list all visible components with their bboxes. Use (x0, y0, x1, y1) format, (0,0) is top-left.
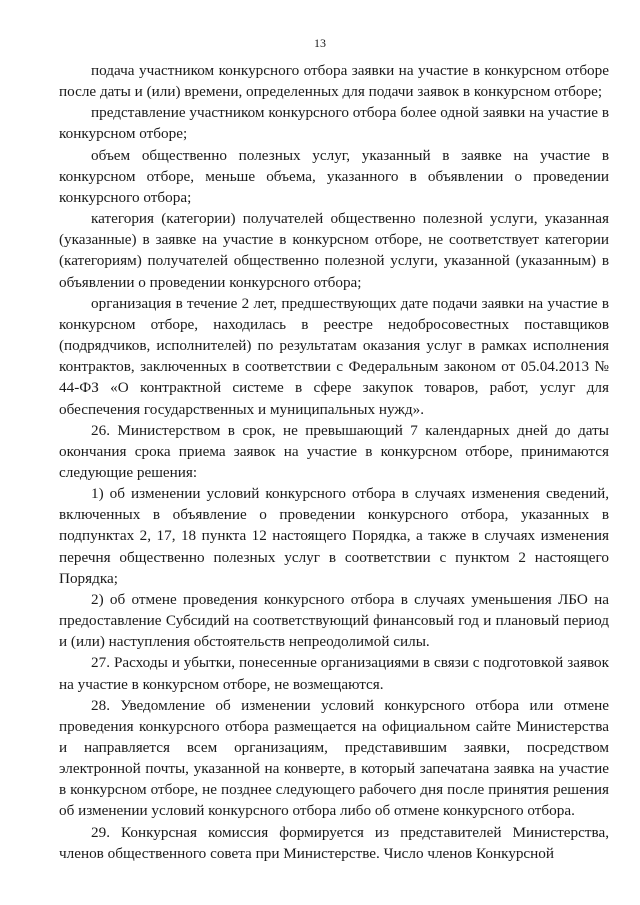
paragraph-multiple-applications: представление участником конкурсного отбора более одной заявки на участие в конкурсном отборе; (59, 104, 609, 143)
paragraph-26-item-2: 2) об отмене проведения конкурсного отбора в случаях уменьшения ЛБО на предоставление Субсидий на соответствующий финансовый год и плановый период и (или) наступления обстоятельств непреодолимой силы. (59, 590, 609, 651)
paragraph-section-29: 29. Конкурсная комиссия формируется из представителей Министерства, членов общественного совета при Министерстве. Число членов Конкурсной (59, 823, 609, 862)
page-number: 13 (314, 36, 326, 50)
paragraph-service-volume: объем общественно полезных услуг, указанный в заявке на участие в конкурсном отборе, меньше объема, указанного в объявлении о проведении конкурсного отбора; (59, 146, 609, 206)
document-body (59, 60, 609, 864)
paragraph-26-item-1: 1) об изменении условий конкурсного отбора в случаях изменения сведений, включенных в объявление о проведении конкурсного отбора, указанных в подпунктах 2, 17, 18 пункта 12 настоящего Порядка, а также в случаях изменения перечня общественно полезных услуг в соответствии с пунктом 2 настоящего Порядка; (59, 485, 609, 587)
paragraph-late-submission: подача участником конкурсного отбора заявки на участие в конкурсном отборе после даты и (или) времени, определенных для подачи заявок в конкурсном отборе; (59, 62, 609, 101)
paragraph-unreliable-suppliers: организация в течение 2 лет, предшествующих дате подачи заявки на участие в конкурсном отборе, находилась в реестре недобросовестных поставщиков (подрядчиков, исполнителей) по результатам оказания услуг в рамках исполнения контрактов, заключенных в соответствии с Федеральным законом от 05.04.2013 № 44-ФЗ «О контрактной системе в сфере закупок товаров, работ, услуг для обеспечения государственных и муниципальных нужд». (59, 294, 609, 418)
paragraph-recipient-category: категория (категории) получателей общественно полезной услуги, указанная (указанные) в заявке на участие в конкурсном отборе, не соответствует категории (категориям) получателей общественно полезной услуги, указанной (указанным) в объявлении о проведении конкурсного отбора; (59, 210, 609, 291)
paragraph-section-28: 28. Уведомление об изменении условий конкурсного отбора или отмене проведения конкурсного отбора размещается на официальном сайте Министерства и направляется всем организациям, представившим заявки, посредством электронной почты, указанной на конверте, в который запечатана заявка на участие в конкурсном отборе, не позднее следующего рабочего дня после принятия решения об изменении условий конкурсного отбора либо об отмене конкурсного отбора. (59, 696, 609, 820)
paragraph-section-26: 26. Министерством в срок, не превышающий 7 календарных дней до даты окончания срока приема заявок на участие в конкурсном отборе, принимаются следующие решения: (59, 421, 609, 481)
paragraph-section-27: 27. Расходы и убытки, понесенные организациями в связи с подготовкой заявок на участие в конкурсном отборе, не возмещаются. (59, 654, 609, 693)
